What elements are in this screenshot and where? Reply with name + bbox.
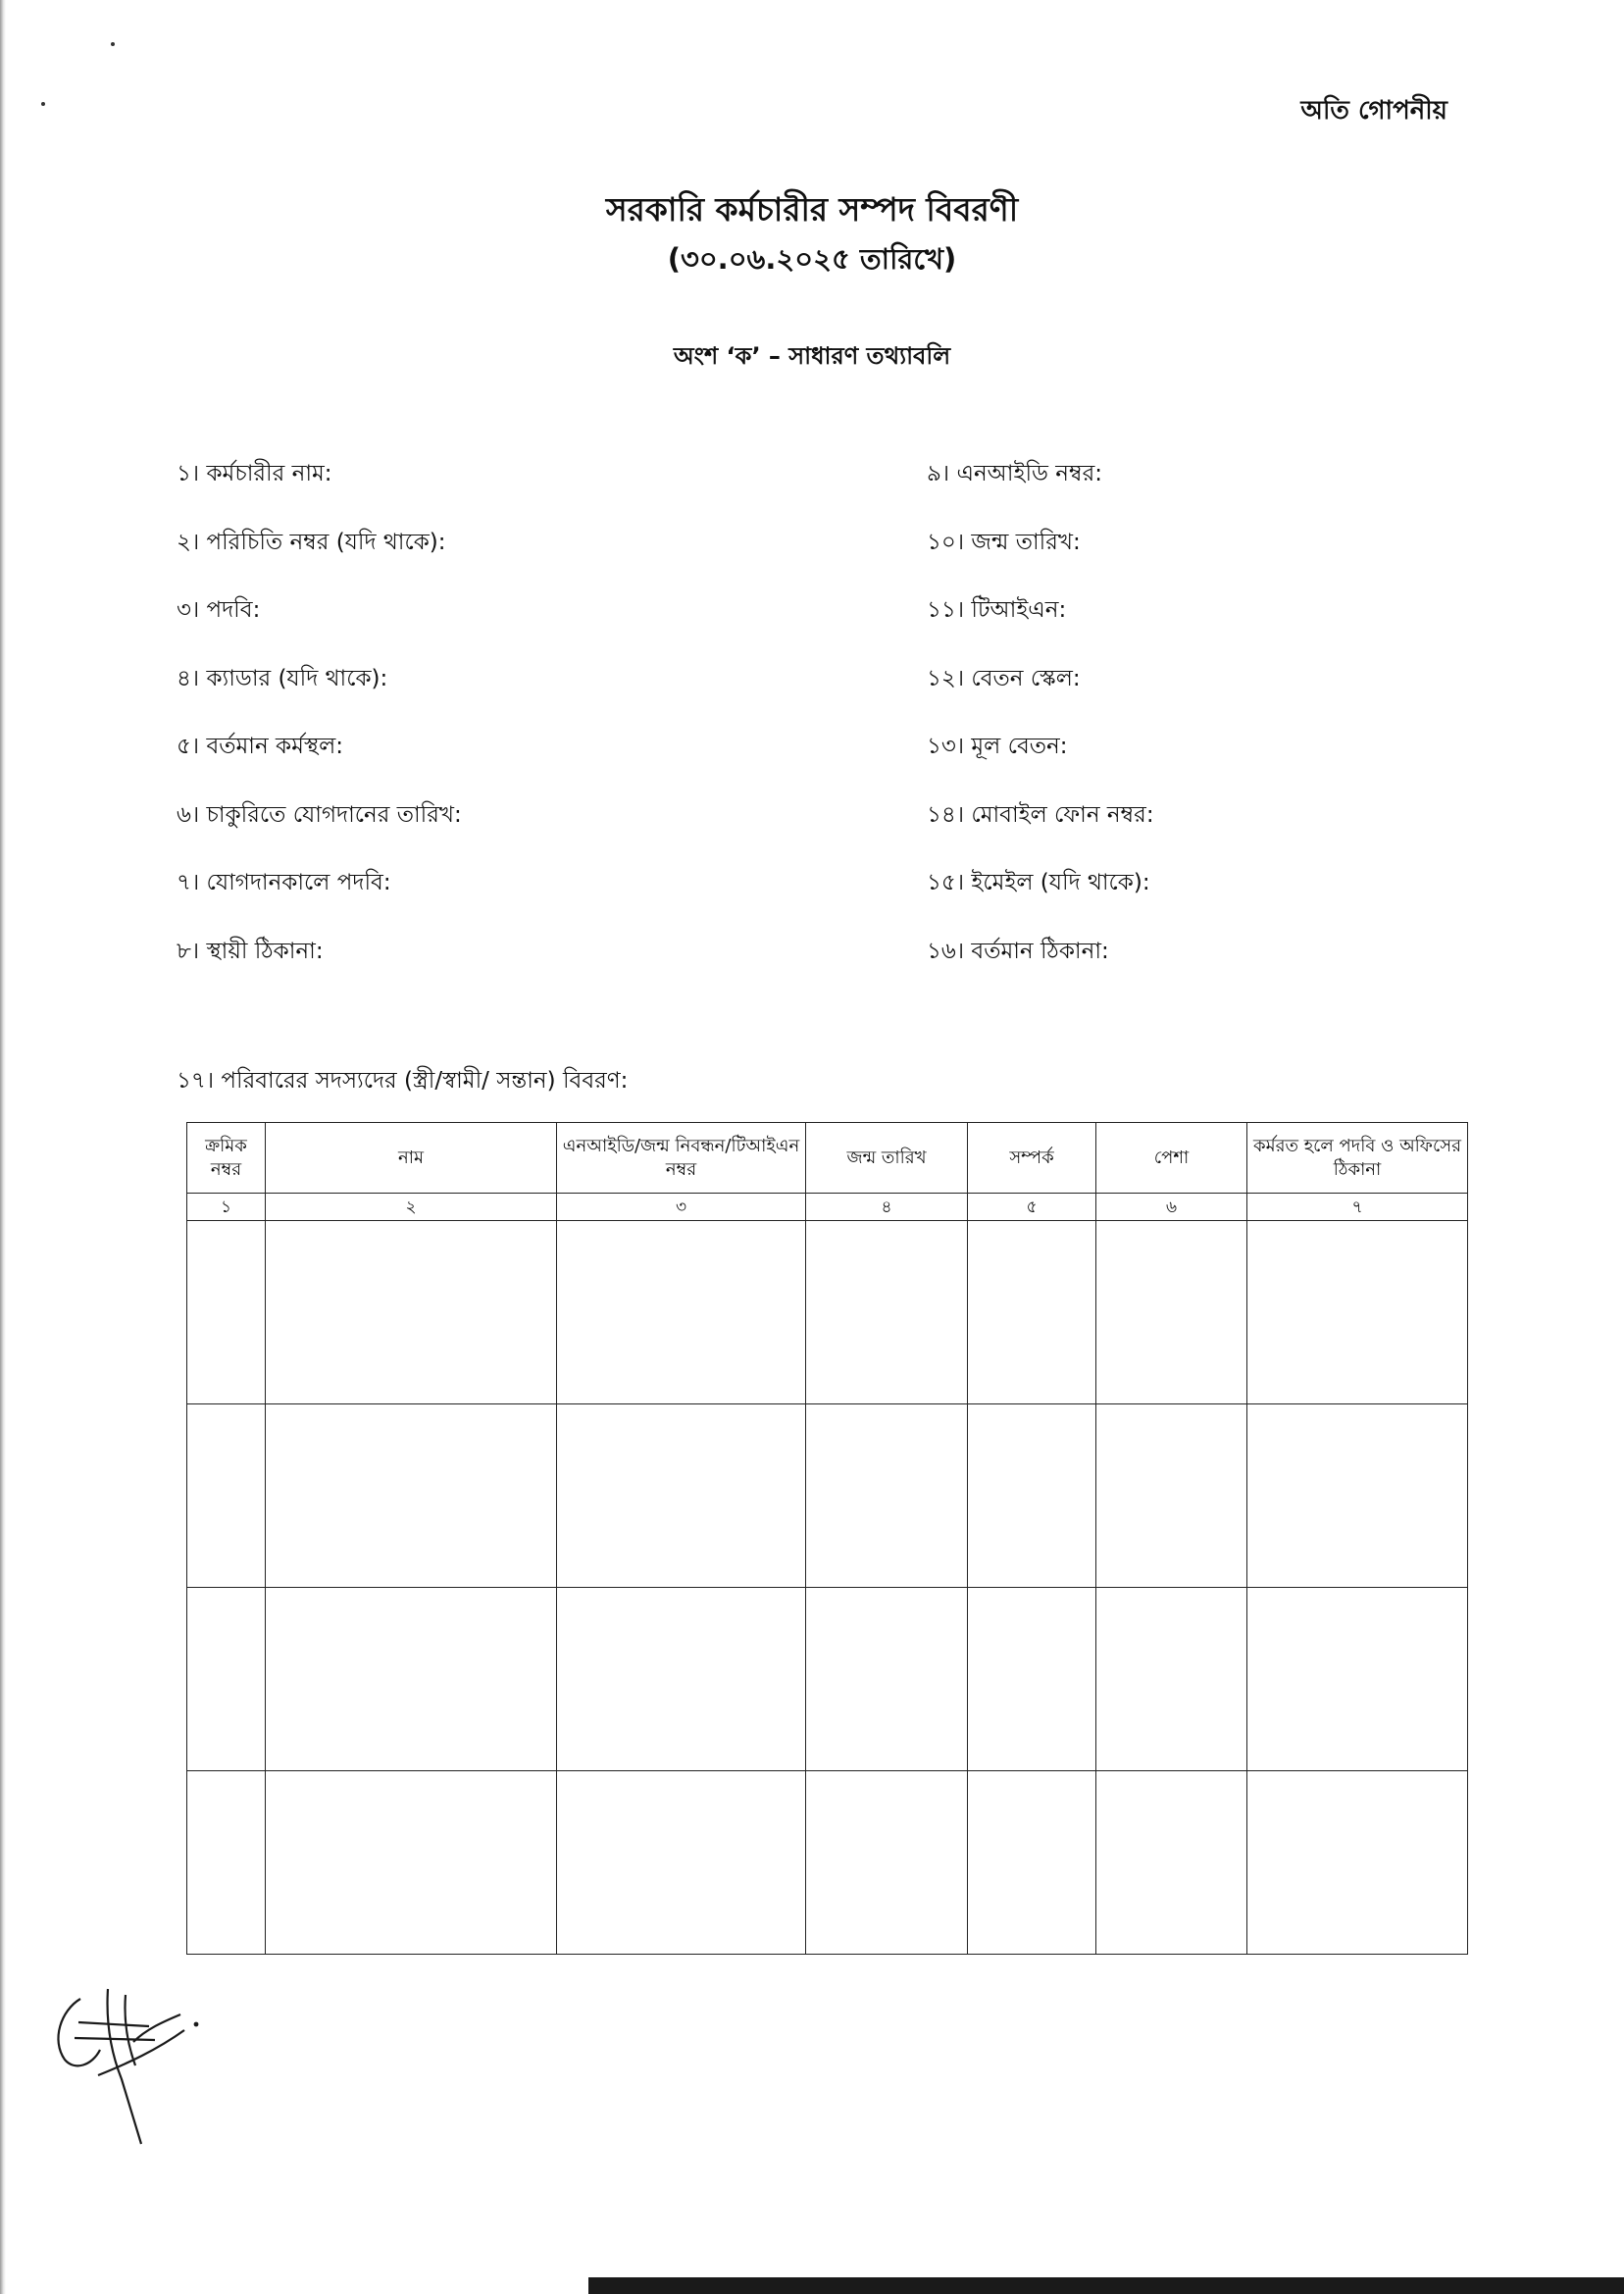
field-tin: ১১। টিআইএন: [927, 597, 1067, 623]
table-cell [968, 1221, 1096, 1404]
table-cell [1247, 1588, 1468, 1771]
table-cell [806, 1221, 968, 1404]
section-heading: অংশ ‘ক’ – সাধারণ তথ্যাবলি [673, 342, 951, 370]
field-cadre: ৪। ক্যাডার (যদি থাকে): [177, 665, 388, 691]
table-cell [1096, 1221, 1247, 1404]
column-header-occupation: পেশা [1096, 1123, 1247, 1194]
general-info-left-column [177, 459, 462, 1004]
table-cell [557, 1588, 806, 1771]
column-header-birth-date: জন্ম তারিখ [806, 1123, 968, 1194]
field-email: ১৫। ইমেইল (যদি থাকে): [927, 870, 1150, 895]
table-cell [557, 1771, 806, 1955]
field-designation: ৩। পদবি: [177, 597, 261, 623]
column-header-nid: এনআইডি/জন্ম নিবন্ধন/টিআইএন নম্বর [557, 1123, 806, 1194]
table-cell [557, 1404, 806, 1588]
table-cell [266, 1588, 557, 1771]
table-cell [266, 1404, 557, 1588]
table-cell [187, 1771, 266, 1955]
field-permanent-address: ৮। স্থায়ী ঠিকানা: [177, 938, 324, 964]
table-column-number-row [187, 1194, 1468, 1221]
table-cell [806, 1771, 968, 1955]
table-cell [187, 1588, 266, 1771]
field-current-address: ১৬। বর্তমান ঠিকানা: [927, 938, 1109, 964]
scan-bottom-edge [588, 2277, 1624, 2294]
table-cell [1247, 1221, 1468, 1404]
field-mobile-number: ১৪। মোবাইল ফোন নম্বর: [927, 801, 1154, 828]
table-cell [187, 1404, 266, 1588]
table-row [187, 1221, 1468, 1404]
document-title: সরকারি কর্মচারীর সম্পদ বিবরণী [605, 190, 1019, 229]
column-header-name: নাম [266, 1123, 557, 1194]
table-cell [266, 1771, 557, 1955]
field-identity-number: ২। পরিচিতি নম্বর (যদি থাকে): [177, 529, 446, 555]
table-row [187, 1771, 1468, 1955]
scan-speck [111, 42, 115, 46]
table-cell [557, 1221, 806, 1404]
table-header-row [187, 1123, 1468, 1194]
table-cell [1096, 1588, 1247, 1771]
column-number: ৪ [806, 1194, 968, 1221]
general-info-right-column [927, 459, 1154, 1004]
table-cell [187, 1221, 266, 1404]
family-section-heading: ১৭। পরিবারের সদস্যদের (স্ত্রী/স্বামী/ সন্তান) বিবরণ: [177, 1068, 629, 1094]
document-date: (৩০.০৬.২০২৫ তারিখে) [667, 242, 957, 276]
column-header-office: কর্মরত হলে পদবি ও অফিসের ঠিকানা [1247, 1123, 1468, 1194]
table-cell [806, 1404, 968, 1588]
field-birth-date: ১০। জন্ম তারিখ: [927, 529, 1081, 555]
table-cell [1247, 1404, 1468, 1588]
column-number: ৬ [1096, 1194, 1247, 1221]
table-cell [968, 1771, 1096, 1955]
table-cell [266, 1221, 557, 1404]
column-number: ২ [266, 1194, 557, 1221]
table-cell [1096, 1404, 1247, 1588]
table-cell [806, 1588, 968, 1771]
column-number: ৫ [968, 1194, 1096, 1221]
field-joining-date: ৬। চাকুরিতে যোগদানের তারিখ: [177, 801, 462, 828]
column-number: ৭ [1247, 1194, 1468, 1221]
field-current-workplace: ৫। বর্তমান কর্মস্থল: [177, 734, 343, 759]
table-cell [1096, 1771, 1247, 1955]
field-pay-scale: ১২। বেতন স্কেল: [927, 665, 1081, 691]
table-row [187, 1404, 1468, 1588]
classification-label: অতি গোপনীয় [1300, 96, 1447, 126]
field-joining-designation: ৭। যোগদানকালে পদবি: [177, 870, 391, 895]
handwritten-signature [39, 1981, 226, 2148]
field-employee-name: ১। কর্মচারীর নাম: [177, 461, 332, 486]
column-number: ৩ [557, 1194, 806, 1221]
family-members-table [186, 1122, 1468, 1955]
table-row [187, 1588, 1468, 1771]
scan-speck [41, 102, 45, 106]
column-number: ১ [187, 1194, 266, 1221]
column-header-serial: ক্রমিক নম্বর [187, 1123, 266, 1194]
column-header-relation: সম্পর্ক [968, 1123, 1096, 1194]
table-cell [968, 1404, 1096, 1588]
table-cell [968, 1588, 1096, 1771]
field-basic-salary: ১৩। মূল বেতন: [927, 734, 1068, 759]
field-nid-number: ৯। এনআইডি নম্বর: [927, 461, 1102, 486]
table-cell [1247, 1771, 1468, 1955]
